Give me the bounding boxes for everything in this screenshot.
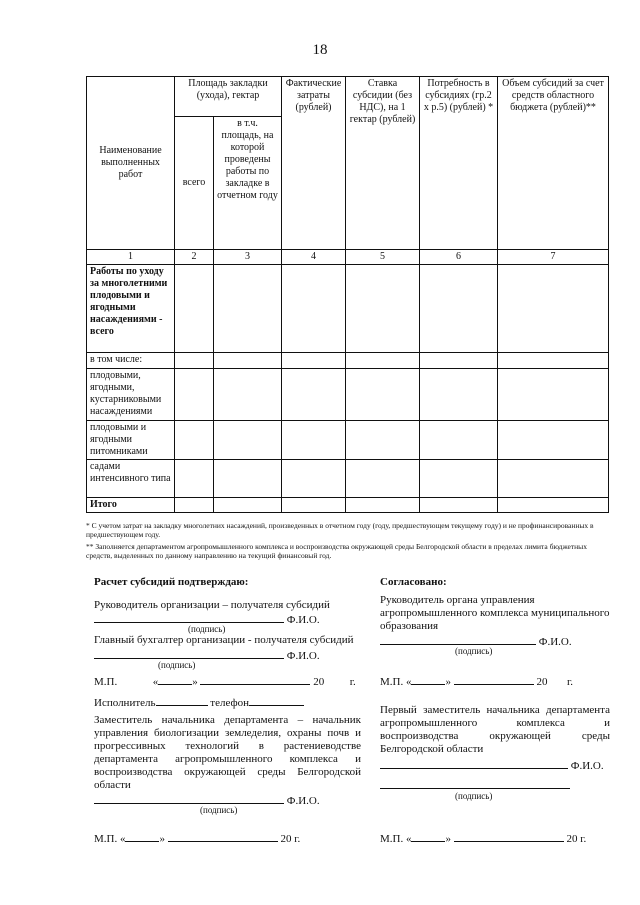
row-label-total-care: Работы по уходу за многолетними плодовыми и ягодными насаждениями - всего: [87, 265, 175, 353]
footnote-2: ** Заполняется департаментом агропромышленного комплекса и воспроизводства окружающей среды Белгородской области в пределах лимита бюджетных средств, выделенных по данному направлению на текущий финансовый год.: [86, 542, 587, 560]
executor-label: Исполнитель: [94, 697, 156, 709]
left-accountant-label: Главный бухгалтер организации - получателя субсидий: [94, 634, 354, 646]
left-head-label: Руководитель организации – получателя субсидий: [94, 599, 330, 611]
phone-label: телефон: [210, 697, 249, 709]
right-first-deputy-fio: Ф.И.О.: [570, 760, 604, 772]
footnote-1: * С учетом затрат на закладку многолетних насаждений, произведенных в отчетном году (году, предшествующем текущему году) и не профинансированных в предшествующем году.: [86, 521, 594, 539]
header-area: Площадь закладки (ухода), гектар: [175, 77, 282, 117]
subsidy-table: [86, 76, 609, 513]
row-label-berry-plantations: плодовыми, ягодными, кустарниковыми насаждениями: [87, 369, 175, 421]
right-first-deputy-label: Первый заместитель начальника департамента агропромышленного комплекса и воспроизводства окружающей среды Белгородской области: [380, 704, 610, 755]
col-num-4: 4: [282, 250, 346, 265]
header-need: Потребность в субсидиях (гр.2 х р.5) (рублей) *: [420, 77, 498, 250]
col-num-5: 5: [346, 250, 420, 265]
col-num-7: 7: [498, 250, 609, 265]
left-head-fio: Ф.И.О.: [286, 614, 320, 626]
right-head-sign-caption: (подпись): [455, 646, 493, 656]
left-deputy-fio: Ф.И.О.: [286, 795, 320, 807]
row-label-itogo: Итого: [87, 498, 175, 513]
right-bottom-mp: М.П.: [380, 833, 404, 845]
left-bottom-year: 20: [280, 833, 292, 845]
row-label-including: в том числе:: [87, 353, 175, 369]
right-bottom-year: 20: [566, 833, 578, 845]
right-mp: М.П.: [380, 676, 404, 688]
left-mp: М.П.: [94, 676, 118, 688]
right-head-fio: Ф.И.О.: [538, 636, 572, 648]
right-mp-year: 20: [536, 676, 548, 688]
header-rate: Ставка субсидии (без НДС), на 1 гектар (рублей): [346, 77, 420, 250]
page-number: 18: [312, 42, 328, 58]
col-num-3: 3: [214, 250, 282, 265]
col-num-1: 1: [87, 250, 175, 265]
header-budget: Объем субсидий за счет средств областного бюджета (рублей)**: [498, 77, 609, 250]
left-accountant-sign-caption: (подпись): [158, 660, 196, 670]
header-area-incl: в т.ч. площадь, на которой проведены работы по закладке в отчетном году: [214, 117, 282, 250]
left-accountant-fio: Ф.И.О.: [286, 650, 320, 662]
header-area-total: всего: [175, 117, 214, 250]
left-head-sign-caption: (подпись): [188, 624, 226, 634]
header-work-name: Наименование выполненных работ: [87, 77, 175, 250]
left-title: Расчет субсидий подтверждаю:: [94, 576, 249, 588]
col-num-6: 6: [420, 250, 498, 265]
right-first-deputy-sign-caption: (подпись): [455, 791, 493, 801]
left-bottom-mp: М.П.: [94, 833, 118, 845]
col-num-2: 2: [175, 250, 214, 265]
left-deputy-sign-caption: (подпись): [200, 805, 238, 815]
row-label-nurseries: плодовыми и ягодными питомниками: [87, 421, 175, 460]
header-actual-costs: Фактические затраты (рублей): [282, 77, 346, 250]
left-mp-year: 20: [313, 676, 325, 688]
row-label-intensive-gardens: садами интенсивного типа: [87, 460, 175, 498]
left-deputy-label: Заместитель начальника департамента – начальник управления биологизации земледелия, охраны почв и прогрессивных технологий в растениеводстве департамента агропромышленного комплекса и воспроизводства окружающей среды Белгородской области: [94, 714, 361, 791]
right-title: Согласовано:: [380, 576, 447, 588]
right-head-label: Руководитель органа управления агропромышленного комплекса муниципального образования: [380, 594, 610, 632]
